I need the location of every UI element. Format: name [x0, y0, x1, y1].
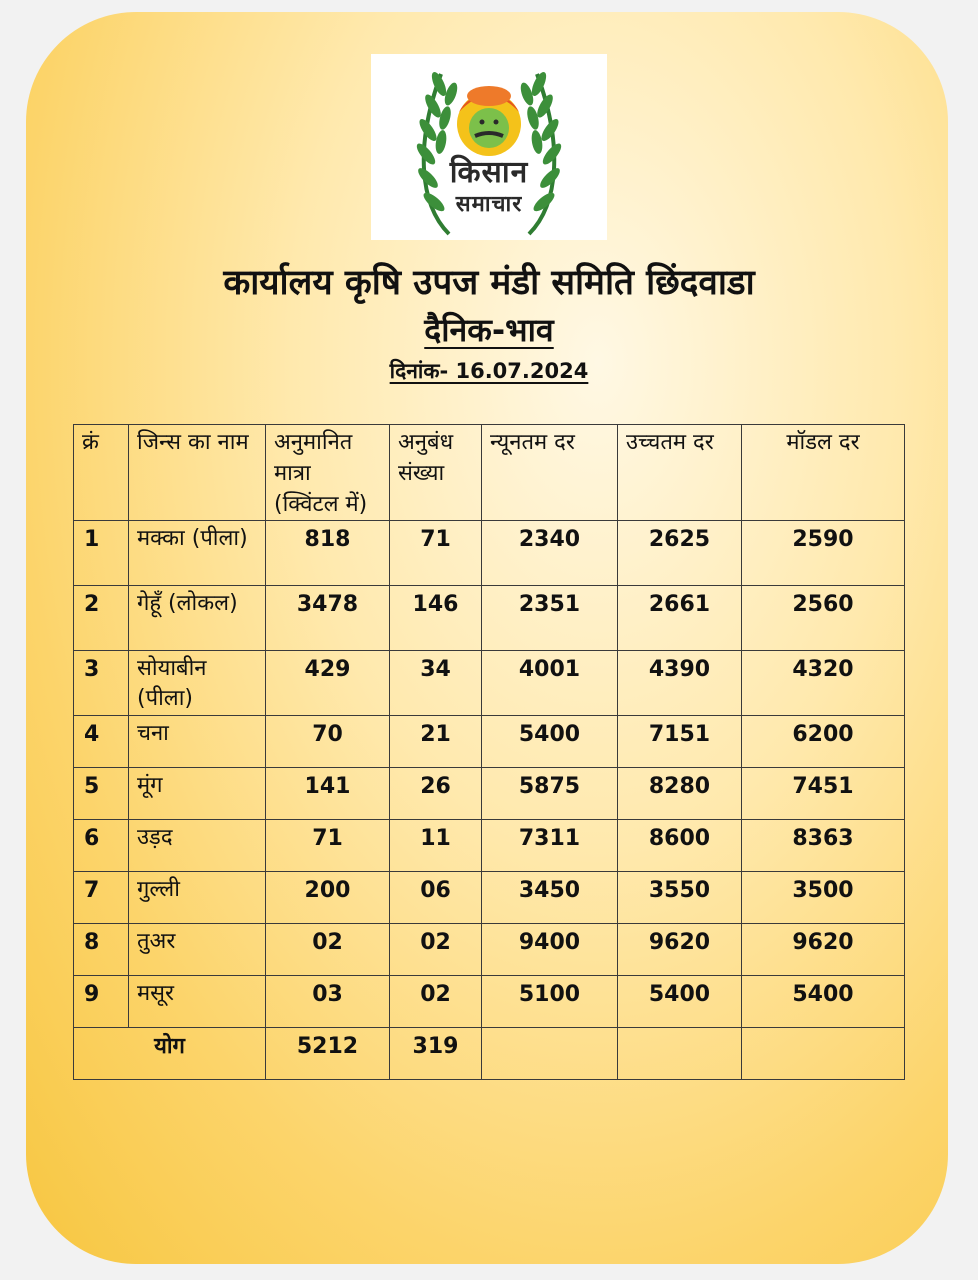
col-header-contracts: अनुबंध संख्या: [390, 425, 482, 521]
table-row: [74, 976, 905, 1028]
cell-serial: 7: [74, 872, 129, 924]
cell-contracts: 21: [390, 716, 482, 768]
cell-serial: 4: [74, 716, 129, 768]
cell-quantity: 141: [266, 768, 390, 820]
cell-min-rate: 9400: [482, 924, 618, 976]
table-row: [74, 924, 905, 976]
col-header-quantity: अनुमानित मात्रा (क्विंटल में): [266, 425, 390, 521]
cell-commodity: गुल्ली: [129, 872, 266, 924]
cell-quantity: 02: [266, 924, 390, 976]
daily-rates-heading-text: दैनिक-भाव: [424, 311, 554, 349]
cell-quantity: 200: [266, 872, 390, 924]
cell-max-rate: 2661: [618, 586, 742, 651]
cell-max-rate: 9620: [618, 924, 742, 976]
cell-modal-rate: 4320: [742, 651, 905, 716]
cell-serial: 8: [74, 924, 129, 976]
cell-quantity: 3478: [266, 586, 390, 651]
col-header-commodity: जिन्स का नाम: [129, 425, 266, 521]
cell-max-rate: 5400: [618, 976, 742, 1028]
cell-min-rate: 3450: [482, 872, 618, 924]
total-contracts: 319: [390, 1028, 482, 1080]
table-row: [74, 651, 905, 716]
cell-min-rate: 4001: [482, 651, 618, 716]
cell-serial: 5: [74, 768, 129, 820]
cell-commodity: सोयाबीन (पीला): [129, 651, 266, 716]
cell-commodity: गेहूँ (लोकल): [129, 586, 266, 651]
cell-modal-rate: 8363: [742, 820, 905, 872]
cell-min-rate: 5400: [482, 716, 618, 768]
table-row: [74, 872, 905, 924]
cell-max-rate: 7151: [618, 716, 742, 768]
cell-contracts: 11: [390, 820, 482, 872]
cell-min-rate: 5100: [482, 976, 618, 1028]
table-row: [74, 521, 905, 586]
cell-min-rate: 7311: [482, 820, 618, 872]
total-min-rate-empty: [482, 1028, 618, 1080]
col-header-max-rate: उच्चतम दर: [618, 425, 742, 521]
col-header-modal-rate: मॉडल दर: [742, 425, 905, 521]
total-modal-rate-empty: [742, 1028, 905, 1080]
cell-modal-rate: 2590: [742, 521, 905, 586]
cell-contracts: 06: [390, 872, 482, 924]
cell-max-rate: 8600: [618, 820, 742, 872]
cell-quantity: 429: [266, 651, 390, 716]
cell-contracts: 02: [390, 976, 482, 1028]
total-quantity: 5212: [266, 1028, 390, 1080]
cell-commodity: तुअर: [129, 924, 266, 976]
cell-modal-rate: 3500: [742, 872, 905, 924]
total-row: [74, 1028, 905, 1080]
kisan-samachar-logo: [371, 54, 607, 240]
logo-word-samachar: समाचार: [455, 192, 523, 217]
table-row: [74, 768, 905, 820]
total-label: योग: [74, 1028, 266, 1080]
cell-contracts: 34: [390, 651, 482, 716]
cell-serial: 2: [74, 586, 129, 651]
office-title: कार्यालय कृषि उपज मंडी समिति छिंदवाडा: [223, 263, 755, 303]
cell-min-rate: 2340: [482, 521, 618, 586]
report-date-text: दिनांक- 16.07.2024: [389, 359, 589, 383]
cell-min-rate: 5875: [482, 768, 618, 820]
cell-quantity: 71: [266, 820, 390, 872]
cell-modal-rate: 9620: [742, 924, 905, 976]
cell-modal-rate: 7451: [742, 768, 905, 820]
total-max-rate-empty: [618, 1028, 742, 1080]
cell-contracts: 26: [390, 768, 482, 820]
cell-commodity: चना: [129, 716, 266, 768]
col-header-min-rate: न्यूनतम दर: [482, 425, 618, 521]
cell-contracts: 146: [390, 586, 482, 651]
cell-serial: 1: [74, 521, 129, 586]
daily-rates-heading: [0, 308, 978, 351]
cell-max-rate: 3550: [618, 872, 742, 924]
logo-word-kisan: किसान: [449, 155, 529, 190]
cell-modal-rate: 5400: [742, 976, 905, 1028]
cell-min-rate: 2351: [482, 586, 618, 651]
cell-max-rate: 2625: [618, 521, 742, 586]
cell-max-rate: 8280: [618, 768, 742, 820]
cell-modal-rate: 6200: [742, 716, 905, 768]
cell-serial: 9: [74, 976, 129, 1028]
cell-quantity: 70: [266, 716, 390, 768]
mandi-rates-table: [73, 424, 905, 1080]
cell-commodity: मसूर: [129, 976, 266, 1028]
cell-quantity: 818: [266, 521, 390, 586]
cell-contracts: 02: [390, 924, 482, 976]
cell-contracts: 71: [390, 521, 482, 586]
table-row: [74, 716, 905, 768]
table-header-row: [74, 425, 905, 521]
cell-commodity: उड़द: [129, 820, 266, 872]
cell-serial: 3: [74, 651, 129, 716]
cell-commodity: मक्का (पीला): [129, 521, 266, 586]
cell-max-rate: 4390: [618, 651, 742, 716]
report-date: [0, 357, 978, 385]
cell-quantity: 03: [266, 976, 390, 1028]
col-header-serial: क्रं: [74, 425, 129, 521]
cell-modal-rate: 2560: [742, 586, 905, 651]
table-row: [74, 586, 905, 651]
cell-commodity: मूंग: [129, 768, 266, 820]
table-row: [74, 820, 905, 872]
cell-serial: 6: [74, 820, 129, 872]
